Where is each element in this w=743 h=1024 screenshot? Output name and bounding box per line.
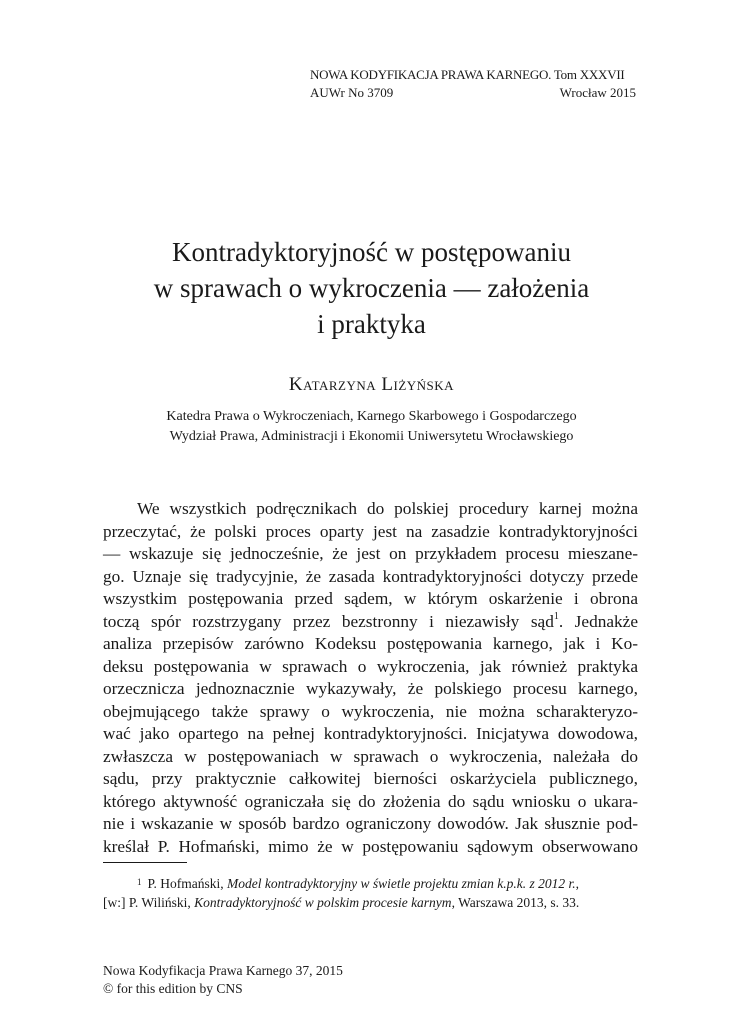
body-line: We wszystkich podręcznikach do polskiej procedury karnej można [137,499,638,518]
running-head-line-1 [310,66,636,84]
article-title [90,234,653,342]
body-paragraph [103,498,638,858]
series-number: AUWr No 3709 [310,85,394,100]
footnote-author: P. Hofmański, [147,876,224,891]
body-line: sądu, przy praktycznie całkowitej bierności oskarżyciela publicznego, [103,769,638,788]
affiliation-line: Wydział Prawa, Administracji i Ekonomii Uniwersytetu Wrocławskiego [169,429,574,444]
journal-name: NOWA KODYFIKACJA PRAWA KARNEGO. Tom XXXVII [310,67,625,82]
footnote-cited-title: Model kontradyktoryjny w świetle projektu zmian k.p.k. z 2012 r. [227,876,576,891]
footnote-divider [103,862,187,863]
body-line: którego aktywność ograniczała się do złożenia do sądu wniosku o ukara- [103,791,638,811]
footnote-line [103,874,638,893]
author-name: Katarzyna Liżyńska [288,374,455,395]
footnote-prefix: [w:] P. Wiliński, [103,895,191,910]
author-affiliation [90,407,653,447]
footnote-line [103,893,638,912]
body-line: przeczytać, że polski proces oparty jest na zasadzie kontradyktoryjności [103,521,638,541]
body-line: deksu postępowania w sprawach o wykroczenia, jak również praktyka [103,656,638,676]
footnote [103,874,638,912]
title-line: i praktyka [317,309,426,339]
footnote-number: 1 [137,877,142,887]
body-line: — wskazuje się jednocześnie, że jest on przykładem procesu mieszane- [103,544,638,563]
footnote-reference[interactable]: 1 [553,610,559,622]
place-year: Wrocław 2015 [559,85,636,100]
body-line: wać jako opartego na pełnej kontradyktoryjności. Inicjatywa dowodowa, [103,724,638,743]
body-line-with-footnote-ref [103,611,638,634]
body-line: orzecznicza jednoznacznie wykazywały, że polskiego procesu karnego, [103,679,638,698]
imprint-copyright: © for this edition by CNS [103,981,243,996]
imprint [103,962,503,998]
body-line: obejmującego także sprawy o wykroczenia, nie można scharakteryzo- [103,701,638,721]
body-line: kreślał P. Hofmański, mimo że w postępowaniu sądowym obserwowano [103,836,638,856]
body-line-text: . Jednakże [558,611,638,631]
body-line: go. Uznaje się tradycyjnie, że zasada kontradyktoryjności dotyczy przede [103,566,638,586]
running-head-line-2 [310,84,636,102]
title-line: w sprawach o wykroczenia — założenia [153,273,590,303]
body-line: zwłaszcza w postępowaniach w sprawach o wykroczenia, należała do [103,746,638,766]
body-line: nie i wskazanie w sposób bardzo ograniczony dowodów. Jak słusznie pod- [103,814,638,833]
title-line: Kontradyktoryjność w postępowaniu [172,237,571,267]
affiliation-line: Katedra Prawa o Wykroczeniach, Karnego Skarbowego i Gospodarczego [166,409,577,424]
footnote-publication: , Warszawa 2013, s. 33. [451,895,580,910]
footnote-separator: , [575,876,579,891]
body-line: wszystkim postępowania przed sądem, w którym oskarżenie i obrona [103,589,638,608]
footnote-cited-book: Kontradyktoryjność w polskim procesie karnym [194,895,452,910]
running-head [310,66,636,102]
imprint-journal: Nowa Kodyfikacja Prawa Karnego 37, 2015 [103,963,343,978]
body-line-text: toczą spór rozstrzygany przez bezstronny i niezawisły sąd [103,611,554,631]
body-line: analiza przepisów zarówno Kodeksu postępowania karnego, jak i Ko- [103,634,638,653]
